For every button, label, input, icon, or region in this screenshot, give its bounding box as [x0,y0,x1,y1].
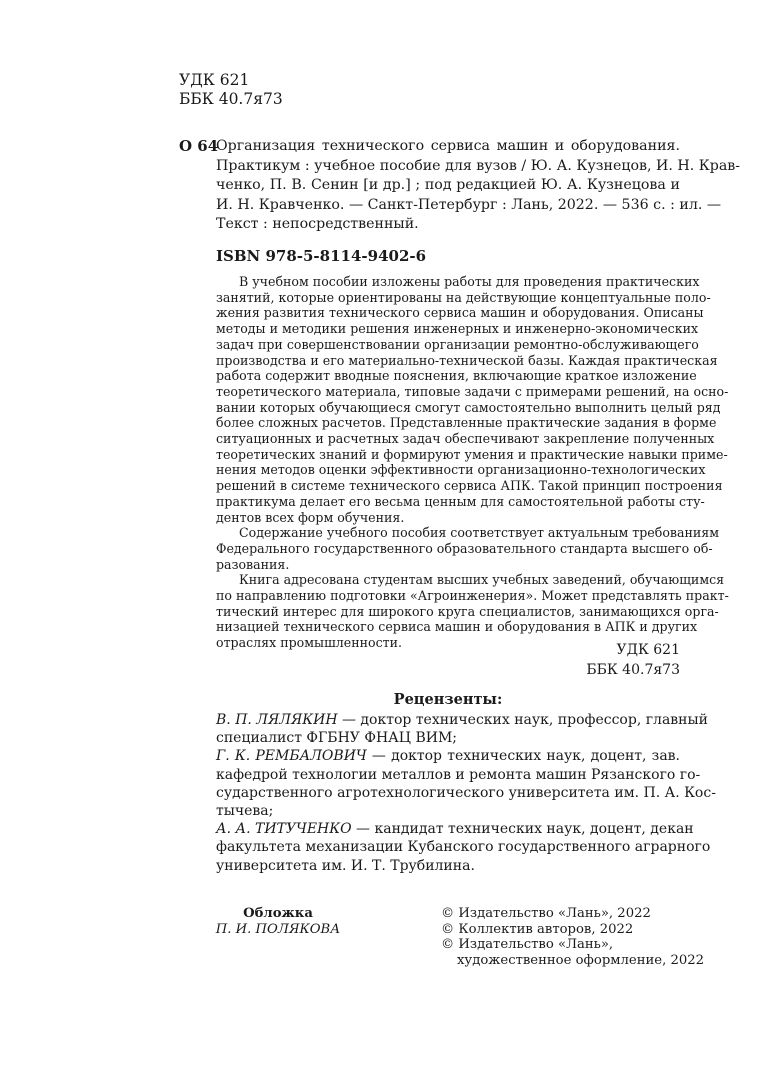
reviewer-line: университета им. И. Т. Трубилина. [216,857,475,874]
annotation-line: Федерального государственного образовательного стандарта высшего об- [216,540,713,556]
annotation-line: работа содержит вводные пояснения, включающие краткое изложение [216,368,697,384]
annotation-line: Содержание учебного пособия соответствует актуальным требованиям [239,525,720,541]
udk-header-block [179,71,283,109]
reviewer-line: сударственного агротехнологического университета им. П. А. Кос- [216,784,716,801]
reviewer-line: кафедрой технологии металлов и ремонта машин Рязанского го- [216,766,701,783]
copyright-line: © Коллектив авторов, 2022 [441,921,634,937]
annotation-line: жения развития технического сервиса машин и оборудования. Описаны [216,305,704,321]
annotation [216,274,729,651]
copyright-block [441,906,704,968]
reviewer-entry [216,820,711,875]
reviewer-description: — доктор технических наук, профессор, главный [337,712,708,728]
cover-designer: П. И. ПОЛЯКОВА [215,921,341,937]
copyright-line: художественное оформление, 2022 [457,952,705,968]
bbk-code: ББК 40.7я73 [179,90,283,108]
reviewer-line [216,711,708,729]
bbk-code: ББК 40.7я73 [586,662,680,678]
annotation-line: ситуационных и расчетных задач обеспечивают закрепление полученных [216,431,715,447]
annotation-line: разования. [216,556,290,572]
annotation-line: отраслях промышленности. [216,635,403,651]
reviewer-line: специалист ФГБНУ ФНАЦ ВИМ; [216,730,457,747]
author-mark: О 64 [179,137,219,155]
annotation-paragraph [216,274,729,525]
annotation-line: вании которых обучающиеся смогут самостоятельно выполнить целый ряд [216,399,721,415]
annotation-line: производства и его материально-технической базы. Каждая практическая [216,352,718,368]
annotation-line: решений в системе технического сервиса АПК. Такой принцип построения [216,478,723,494]
cover-credit [212,906,344,937]
cover-label: Обложка [243,906,313,921]
entry-line: Текст : непосредственный. [216,216,419,232]
reviewer-line: факультета механизации Кубанского государственного аграрного [216,839,711,856]
annotation-line: занятий, которые ориентированы на действующие концептуальные поло- [216,289,711,305]
reviewer-description: — кандидат технических наук, доцент, декан [351,821,694,838]
annotation-line: В учебном пособии изложены работы для проведения практических [239,274,700,289]
reviewer-name: Г. К. РЕМБАЛОВИЧ [216,748,367,765]
entry-line: Организация технического сервиса машин и оборудования. [216,138,680,154]
annotation-line: тический интерес для широкого круга специалистов, занимающихся орга- [216,603,719,619]
reviewer-name: А. А. ТИТУЧЕНКО [216,821,352,838]
udk-footer-block [560,640,680,680]
udk-code: УДК 621 [179,71,250,89]
reviewer-line [216,820,694,838]
reviewer-description: — доктор технических наук, доцент, зав. [366,748,680,765]
bibliographic-entry [216,137,741,235]
entry-line: ченко, П. В. Сенин [и др.] ; под редакцией Ю. А. Кузнецова и [216,177,680,193]
reviewer-entry [216,711,708,747]
annotation-paragraph [216,525,720,572]
annotation-line: теоретических знаний и формируют умения и практические навыки приме- [216,446,728,462]
annotation-line: задач при совершенствовании организации ремонтно-обслуживающего [216,336,699,352]
annotation-line: дентов всех форм обучения. [216,509,405,525]
reviewers-list [216,711,716,875]
entry-line: И. Н. Кравченко. — Санкт-Петербург : Лань, 2022. — 536 с. : ил. — [216,196,722,213]
annotation-line: теоретического материала, типовые задачи с примерами решений, на осно- [216,383,729,399]
annotation-line: Книга адресована студентам высших учебных заведений, обучающимся [239,572,725,588]
reviewer-line: тычева; [216,803,274,820]
annotation-line: по направлению подготовки «Агроинженерия». Может представлять практ- [216,588,729,604]
annotation-line: нения методов оценки эффективности организационно-технологических [216,462,706,478]
annotation-line: низацией технического сервиса машин и оборудования в АПК и других [216,619,698,635]
udk-code: УДК 621 [616,642,680,658]
reviewers-heading: Рецензенты: [393,691,503,708]
isbn: ISBN 978-5-8114-9402-6 [216,247,427,265]
reviewer-entry [216,747,716,820]
annotation-line: методы и методики решения инженерных и инженерно-экономических [216,321,699,337]
reviewer-line [216,747,680,765]
annotation-line: практикума делает его весьма ценным для самостоятельной работы сту- [216,493,705,509]
entry-line: Практикум : учебное пособие для вузов / Ю. А. Кузнецов, И. Н. Крав- [216,157,741,174]
copyright-line: © Издательство «Лань», 2022 [441,906,651,921]
copyright-line: © Издательство «Лань», [441,937,614,952]
annotation-line: более сложных расчетов. Представленные практические задания в форме [216,415,717,431]
reviewer-name: В. П. ЛЯЛЯКИН [216,712,338,728]
